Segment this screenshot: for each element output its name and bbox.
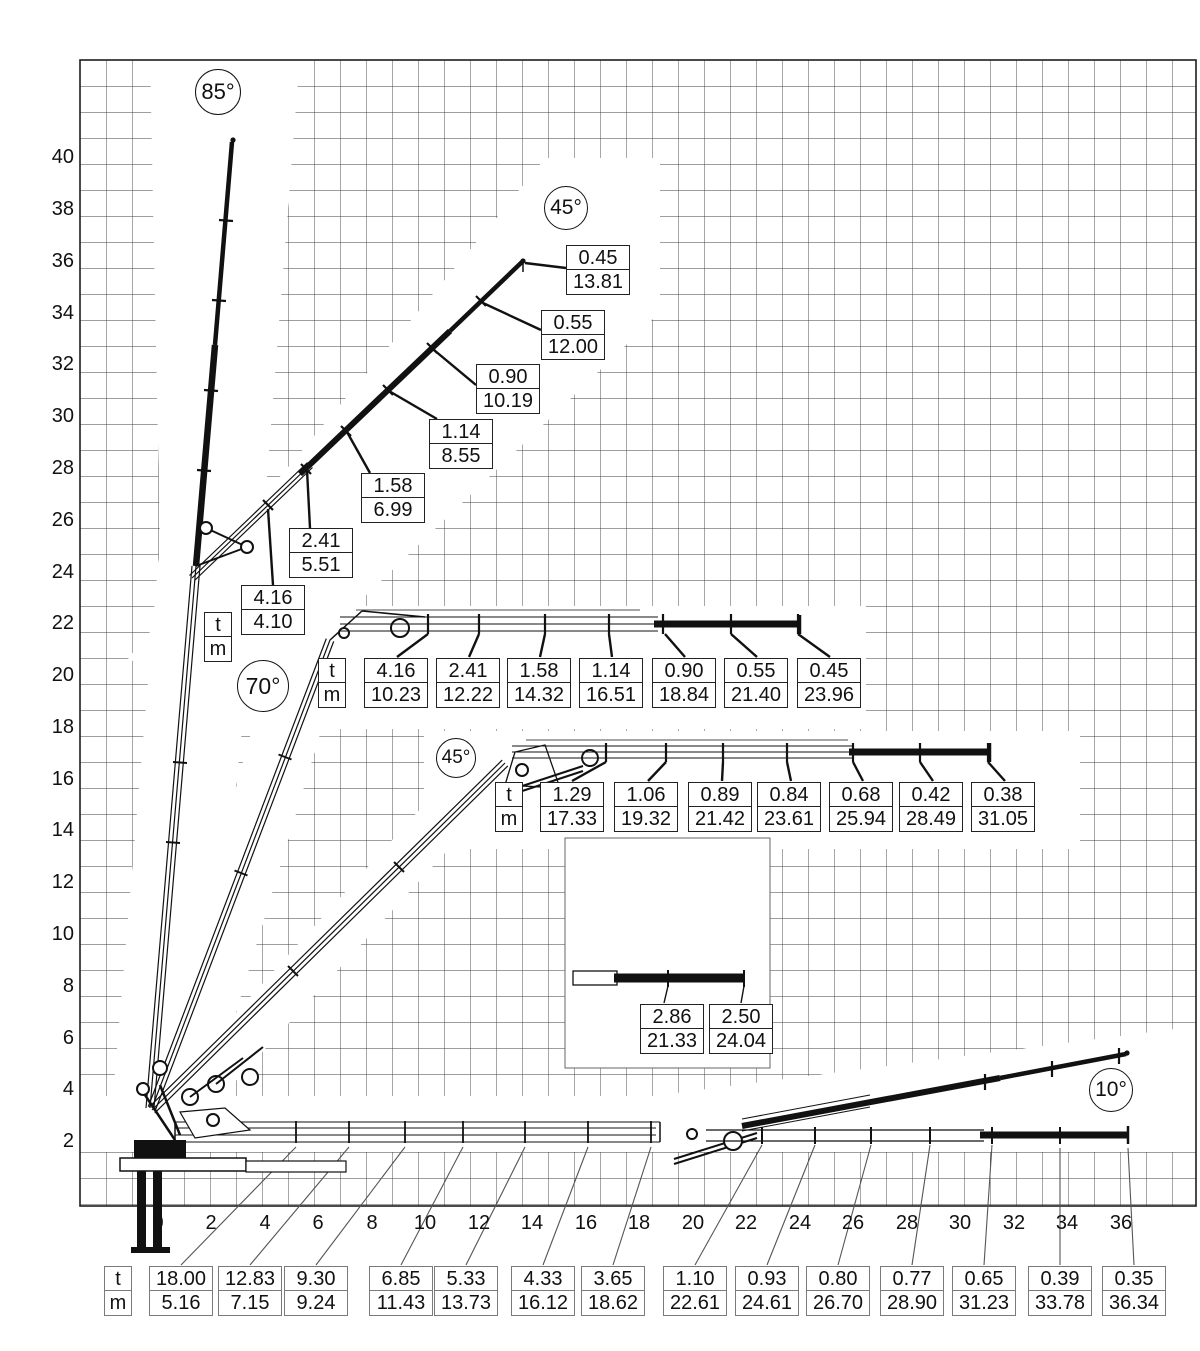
x-axis-label: 24 — [788, 1212, 812, 1234]
y-axis-label: 18 — [51, 716, 74, 738]
y-axis-label: 6 — [62, 1027, 74, 1049]
load-value: 0.89 — [688, 782, 752, 808]
load-value: 1.58 — [507, 658, 571, 684]
load-value: 0.55 — [724, 658, 788, 684]
reach-value: 12.22 — [436, 682, 500, 708]
y-axis-label: 22 — [51, 612, 74, 634]
reach-value: 23.96 — [797, 682, 861, 708]
load-reach-label — [579, 658, 643, 708]
reach-value: 25.94 — [829, 806, 893, 832]
reach-value: 21.42 — [688, 806, 752, 832]
load-unit-label: t — [204, 612, 232, 638]
load-value: 0.45 — [797, 658, 861, 684]
reach-value: 6.99 — [361, 497, 425, 523]
reach-value: 10.19 — [476, 388, 540, 414]
reach-value: 10.23 — [364, 682, 428, 708]
load-reach-label — [688, 782, 752, 832]
load-value: 9.30 — [284, 1266, 348, 1292]
x-axis-label: 36 — [1109, 1212, 1133, 1234]
x-axis-label: 12 — [467, 1212, 491, 1234]
angle-badge-45-upper: 45° — [544, 186, 588, 230]
load-unit-label: t — [495, 782, 523, 808]
y-axis-label: 12 — [51, 871, 74, 893]
load-reach-label — [652, 658, 716, 708]
load-value: 1.06 — [614, 782, 678, 808]
reach-value: 12.00 — [541, 334, 605, 360]
load-reach-label — [429, 419, 493, 469]
reach-value: 22.61 — [663, 1290, 727, 1316]
reach-value: 28.90 — [880, 1290, 944, 1316]
load-reach-label — [757, 782, 821, 832]
y-axis-label: 2 — [62, 1130, 74, 1152]
reach-value: 36.34 — [1102, 1290, 1166, 1316]
load-reach-label — [663, 1266, 727, 1316]
reach-value: 31.05 — [971, 806, 1035, 832]
reach-value: 14.32 — [507, 682, 571, 708]
reach-value: 13.73 — [434, 1290, 498, 1316]
load-reach-label — [806, 1266, 870, 1316]
load-value: 0.38 — [971, 782, 1035, 808]
load-value: 1.14 — [429, 419, 493, 445]
load-reach-label — [284, 1266, 348, 1316]
x-axis-label: 18 — [627, 1212, 651, 1234]
load-value: 0.55 — [541, 310, 605, 336]
reach-value: 16.51 — [579, 682, 643, 708]
load-reach-label — [434, 1266, 498, 1316]
load-value: 0.90 — [476, 364, 540, 390]
reach-value: 5.16 — [149, 1290, 213, 1316]
load-value: 2.86 — [640, 1004, 704, 1030]
load-reach-label — [899, 782, 963, 832]
y-axis-label: 16 — [51, 768, 74, 790]
reach-value: 7.15 — [218, 1290, 282, 1316]
load-reach-label — [952, 1266, 1016, 1316]
load-reach-label — [289, 528, 353, 578]
load-value: 1.10 — [663, 1266, 727, 1292]
tm-legend-bottom — [104, 1266, 132, 1316]
reach-value: 18.62 — [581, 1290, 645, 1316]
load-reach-label — [436, 658, 500, 708]
angle-badge-10: 10° — [1089, 1068, 1133, 1112]
load-reach-label — [724, 658, 788, 708]
load-reach-label — [218, 1266, 282, 1316]
reach-unit-label: m — [495, 806, 523, 832]
reach-value: 17.33 — [540, 806, 604, 832]
y-axis-label: 26 — [51, 509, 74, 531]
load-value: 0.45 — [566, 245, 630, 271]
reach-value: 18.84 — [652, 682, 716, 708]
x-axis-label: 10 — [413, 1212, 437, 1234]
x-axis-label: 2 — [205, 1212, 217, 1234]
load-reach-label — [709, 1004, 773, 1054]
load-reach-label — [511, 1266, 575, 1316]
load-value: 0.77 — [880, 1266, 944, 1292]
y-axis-label: 32 — [51, 353, 74, 375]
load-reach-label — [241, 585, 305, 635]
y-axis-label: 30 — [51, 405, 74, 427]
angle-badge-70: 70° — [237, 660, 289, 712]
tm-legend-70 — [318, 658, 346, 708]
load-reach-label — [566, 245, 630, 295]
load-reach-label — [797, 658, 861, 708]
reach-unit-label: m — [104, 1290, 132, 1316]
x-axis-label: 16 — [574, 1212, 598, 1234]
tm-legend-45-upper — [204, 612, 232, 662]
y-axis-label: 38 — [51, 198, 74, 220]
y-axis-label: 14 — [51, 819, 74, 841]
x-axis-label: 0 — [152, 1212, 164, 1234]
load-reach-label — [1102, 1266, 1166, 1316]
load-reach-label — [507, 658, 571, 708]
load-reach-label — [149, 1266, 213, 1316]
reach-unit-label: m — [318, 682, 346, 708]
y-axis-label: 4 — [62, 1078, 74, 1100]
load-reach-label — [1028, 1266, 1092, 1316]
angle-badge-45-lower: 45° — [436, 738, 476, 778]
y-axis-label: 8 — [62, 975, 74, 997]
y-axis-label: 40 — [51, 146, 74, 168]
reach-unit-label: m — [204, 636, 232, 662]
reach-value: 23.61 — [757, 806, 821, 832]
load-value: 0.90 — [652, 658, 716, 684]
load-reach-label — [476, 364, 540, 414]
x-axis-label: 14 — [520, 1212, 544, 1234]
reach-value: 31.23 — [952, 1290, 1016, 1316]
y-axis-label: 36 — [51, 250, 74, 272]
reach-value: 9.24 — [284, 1290, 348, 1316]
load-reach-label — [735, 1266, 799, 1316]
load-reach-label — [971, 782, 1035, 832]
load-unit-label: t — [104, 1266, 132, 1292]
x-axis-label: 28 — [895, 1212, 919, 1234]
reach-value: 26.70 — [806, 1290, 870, 1316]
reach-value: 21.40 — [724, 682, 788, 708]
load-reach-label — [581, 1266, 645, 1316]
load-value: 12.83 — [218, 1266, 282, 1292]
x-axis-label: 4 — [259, 1212, 271, 1234]
load-value: 2.50 — [709, 1004, 773, 1030]
reach-value: 11.43 — [369, 1290, 433, 1316]
reach-value: 8.55 — [429, 443, 493, 469]
load-reach-label — [369, 1266, 433, 1316]
load-value: 0.68 — [829, 782, 893, 808]
load-value: 4.16 — [241, 585, 305, 611]
load-value: 4.16 — [364, 658, 428, 684]
tm-legend-45-lower — [495, 782, 523, 832]
x-axis-label: 32 — [1002, 1212, 1026, 1234]
load-value: 6.85 — [369, 1266, 433, 1292]
load-value: 18.00 — [149, 1266, 213, 1292]
reach-value: 24.61 — [735, 1290, 799, 1316]
load-value: 1.14 — [579, 658, 643, 684]
load-reach-label — [640, 1004, 704, 1054]
y-axis-label: 24 — [51, 561, 74, 583]
load-reach-label — [880, 1266, 944, 1316]
y-axis-label: 28 — [51, 457, 74, 479]
load-value: 0.42 — [899, 782, 963, 808]
x-axis-label: 26 — [841, 1212, 865, 1234]
reach-value: 28.49 — [899, 806, 963, 832]
load-value: 1.29 — [540, 782, 604, 808]
angle-badge-85: 85° — [195, 69, 241, 115]
reach-value: 16.12 — [511, 1290, 575, 1316]
load-value: 0.65 — [952, 1266, 1016, 1292]
load-value: 0.80 — [806, 1266, 870, 1292]
load-unit-label: t — [318, 658, 346, 684]
load-value: 2.41 — [289, 528, 353, 554]
load-value: 0.39 — [1028, 1266, 1092, 1292]
load-value: 2.41 — [436, 658, 500, 684]
reach-value: 21.33 — [640, 1028, 704, 1054]
reach-value: 33.78 — [1028, 1290, 1092, 1316]
load-value: 0.84 — [757, 782, 821, 808]
load-value: 3.65 — [581, 1266, 645, 1292]
x-axis-label: 34 — [1055, 1212, 1079, 1234]
load-reach-label — [361, 473, 425, 523]
x-axis-label: 20 — [681, 1212, 705, 1234]
x-axis-label: 22 — [734, 1212, 758, 1234]
x-axis-label: 8 — [366, 1212, 378, 1234]
x-axis-label: 30 — [948, 1212, 972, 1234]
load-reach-label — [829, 782, 893, 832]
reach-value: 5.51 — [289, 552, 353, 578]
load-reach-label — [541, 310, 605, 360]
y-axis-label: 34 — [51, 302, 74, 324]
load-value: 0.93 — [735, 1266, 799, 1292]
load-reach-label — [364, 658, 428, 708]
y-axis-label: 20 — [51, 664, 74, 686]
reach-value: 19.32 — [614, 806, 678, 832]
y-axis-label: 10 — [51, 923, 74, 945]
load-reach-label — [614, 782, 678, 832]
reach-value: 24.04 — [709, 1028, 773, 1054]
reach-value: 13.81 — [566, 269, 630, 295]
load-value: 5.33 — [434, 1266, 498, 1292]
load-value: 0.35 — [1102, 1266, 1166, 1292]
load-value: 1.58 — [361, 473, 425, 499]
reach-value: 4.10 — [241, 609, 305, 635]
load-value: 4.33 — [511, 1266, 575, 1292]
x-axis-label: 6 — [312, 1212, 324, 1234]
load-reach-label — [540, 782, 604, 832]
